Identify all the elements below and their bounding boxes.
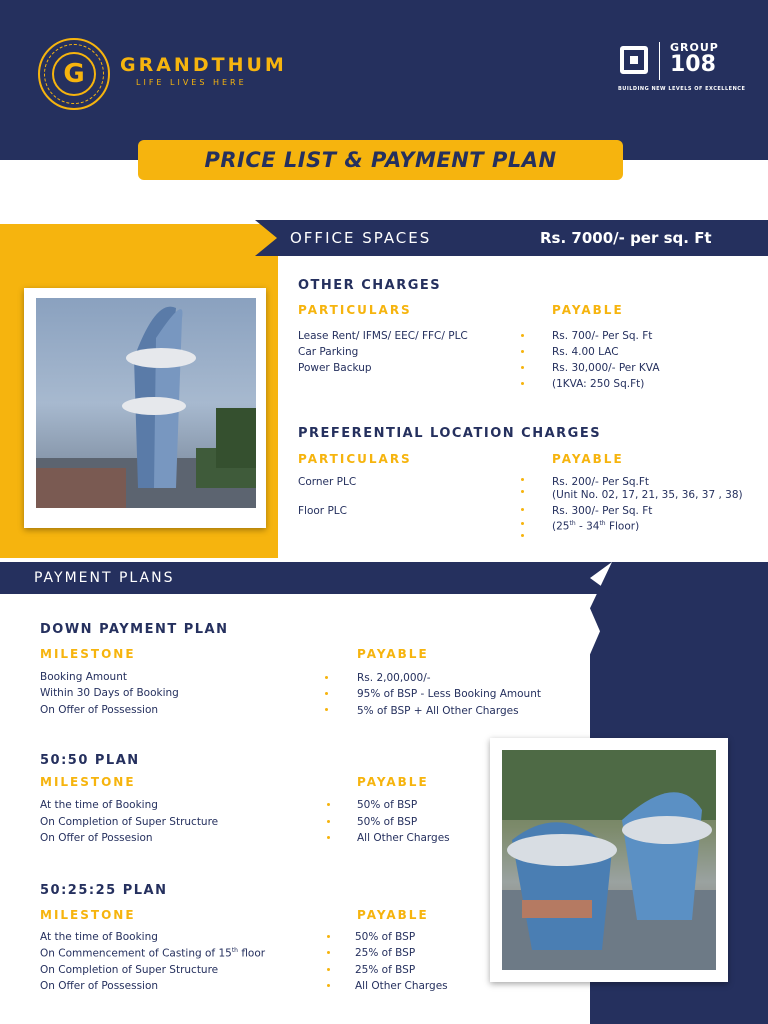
dot-bullet-icon	[521, 382, 524, 385]
fifty-row-2-milestone: On Completion of Super Structure	[40, 816, 219, 828]
fifty-row-1-milestone: At the time of Booking	[40, 799, 158, 811]
aerial-photo-image	[502, 750, 716, 970]
plc-floor-label: Floor PLC	[298, 505, 347, 517]
plc-floor-note: (25th - 34th Floor)	[552, 520, 640, 533]
fifty-25-milestone-head: MILESTONE	[40, 908, 136, 922]
dot-bullet-icon	[521, 366, 524, 369]
logo-letter: G	[52, 52, 96, 96]
dot-bullet-icon	[521, 508, 524, 511]
building-photo-image	[36, 298, 256, 508]
brand-tagline: LIFE LIVES HERE	[136, 78, 247, 87]
other-row-3-particular: Power Backup	[298, 362, 372, 374]
fifty-25-row-4-milestone: On Offer of Possession	[40, 980, 159, 992]
down-payable-head: PAYABLE	[357, 647, 429, 661]
fifty-25-row-3-payable: 25% of BSP	[355, 964, 416, 976]
plc-floor-value: Rs. 300/- Per Sq. Ft	[552, 505, 653, 517]
dot-bullet-icon	[327, 820, 330, 823]
fifty-row-3-payable: All Other Charges	[357, 832, 450, 844]
plc-payable-head: PAYABLE	[552, 452, 624, 466]
other-row-2-particular: Car Parking	[298, 346, 359, 358]
other-row-1-particular: Lease Rent/ IFMS/ EEC/ FFC/ PLC	[298, 330, 468, 342]
group-tagline: BUILDING NEW LEVELS OF EXCELLENCE	[618, 86, 746, 92]
down-row-2-payable: 95% of BSP - Less Booking Amount	[357, 688, 541, 700]
header-band	[0, 0, 768, 160]
other-payable-head: PAYABLE	[552, 303, 624, 317]
dot-bullet-icon	[325, 692, 328, 695]
plc-title: PREFERENTIAL LOCATION CHARGES	[298, 426, 602, 441]
aerial-building-illustration-icon	[502, 750, 716, 970]
down-row-3-milestone: On Offer of Possession	[40, 704, 159, 716]
dot-bullet-icon	[521, 334, 524, 337]
dot-bullet-icon	[325, 708, 328, 711]
other-charges-title: OTHER CHARGES	[298, 278, 442, 293]
group-number: 108	[670, 52, 716, 77]
dot-bullet-icon	[327, 935, 330, 938]
down-row-1-payable: Rs. 2,00,000/-	[357, 672, 431, 684]
group-divider	[659, 42, 660, 80]
other-row-4-payable: (1KVA: 250 Sq.Ft)	[552, 378, 645, 390]
fifty-25-row-1-milestone: At the time of Booking	[40, 931, 158, 943]
fifty-plan-title: 50:50 PLAN	[40, 753, 140, 768]
down-row-2-milestone: Within 30 Days of Booking	[40, 687, 179, 699]
dot-bullet-icon	[327, 951, 330, 954]
dot-bullet-icon	[327, 984, 330, 987]
dot-bullet-icon	[521, 490, 524, 493]
fifty-25-row-2-payable: 25% of BSP	[355, 947, 416, 959]
brand-name: GRANDTHUM	[120, 54, 287, 76]
page-title: PRICE LIST & PAYMENT PLAN	[138, 140, 623, 180]
office-spaces-label: OFFICE SPACES	[290, 229, 432, 247]
down-row-1-milestone: Booking Amount	[40, 671, 127, 683]
dot-bullet-icon	[325, 676, 328, 679]
building-photo-frame	[24, 288, 266, 528]
fifty-25-row-1-payable: 50% of BSP	[355, 931, 416, 943]
dot-bullet-icon	[327, 803, 330, 806]
brand-logo-icon	[38, 38, 110, 110]
fifty-row-2-payable: 50% of BSP	[357, 816, 418, 828]
fifty-milestone-head: MILESTONE	[40, 775, 136, 789]
other-row-2-payable: Rs. 4.00 LAC	[552, 346, 619, 358]
building-illustration-icon	[36, 298, 256, 508]
plc-corner-note: (Unit No. 02, 17, 21, 35, 36, 37 , 38)	[552, 489, 743, 501]
down-milestone-head: MILESTONE	[40, 647, 136, 661]
fifty-payable-head: PAYABLE	[357, 775, 429, 789]
down-row-3-payable: 5% of BSP + All Other Charges	[357, 705, 519, 717]
dot-bullet-icon	[521, 534, 524, 537]
payment-plans-label: PAYMENT PLANS	[34, 570, 175, 586]
fifty-25-payable-head: PAYABLE	[357, 908, 429, 922]
fifty-25-row-2-milestone: On Commencement of Casting of 15th floor	[40, 947, 266, 960]
aerial-photo-frame	[490, 738, 728, 982]
fifty-25-row-3-milestone: On Completion of Super Structure	[40, 964, 219, 976]
dot-bullet-icon	[521, 350, 524, 353]
fifty-row-3-milestone: On Offer of Possesion	[40, 832, 153, 844]
plc-corner-value: Rs. 200/- Per Sq.Ft	[552, 476, 650, 488]
dot-bullet-icon	[327, 836, 330, 839]
other-row-1-payable: Rs. 700/- Per Sq. Ft	[552, 330, 653, 342]
fifty-25-plan-title: 50:25:25 PLAN	[40, 883, 168, 898]
plc-corner-label: Corner PLC	[298, 476, 357, 488]
content-panel	[278, 256, 768, 558]
plc-particulars-head: PARTICULARS	[298, 452, 412, 466]
down-plan-title: DOWN PAYMENT PLAN	[40, 622, 229, 637]
dot-bullet-icon	[327, 968, 330, 971]
fifty-row-1-payable: 50% of BSP	[357, 799, 418, 811]
fifty-25-row-4-payable: All Other Charges	[355, 980, 448, 992]
dot-bullet-icon	[521, 478, 524, 481]
group-word: GROUP	[670, 41, 719, 54]
office-price: Rs. 7000/- per sq. Ft	[540, 229, 712, 247]
dot-bullet-icon	[521, 522, 524, 525]
other-particulars-head: PARTICULARS	[298, 303, 412, 317]
other-row-3-payable: Rs. 30,000/- Per KVA	[552, 362, 660, 374]
group-logo-icon	[620, 46, 648, 74]
